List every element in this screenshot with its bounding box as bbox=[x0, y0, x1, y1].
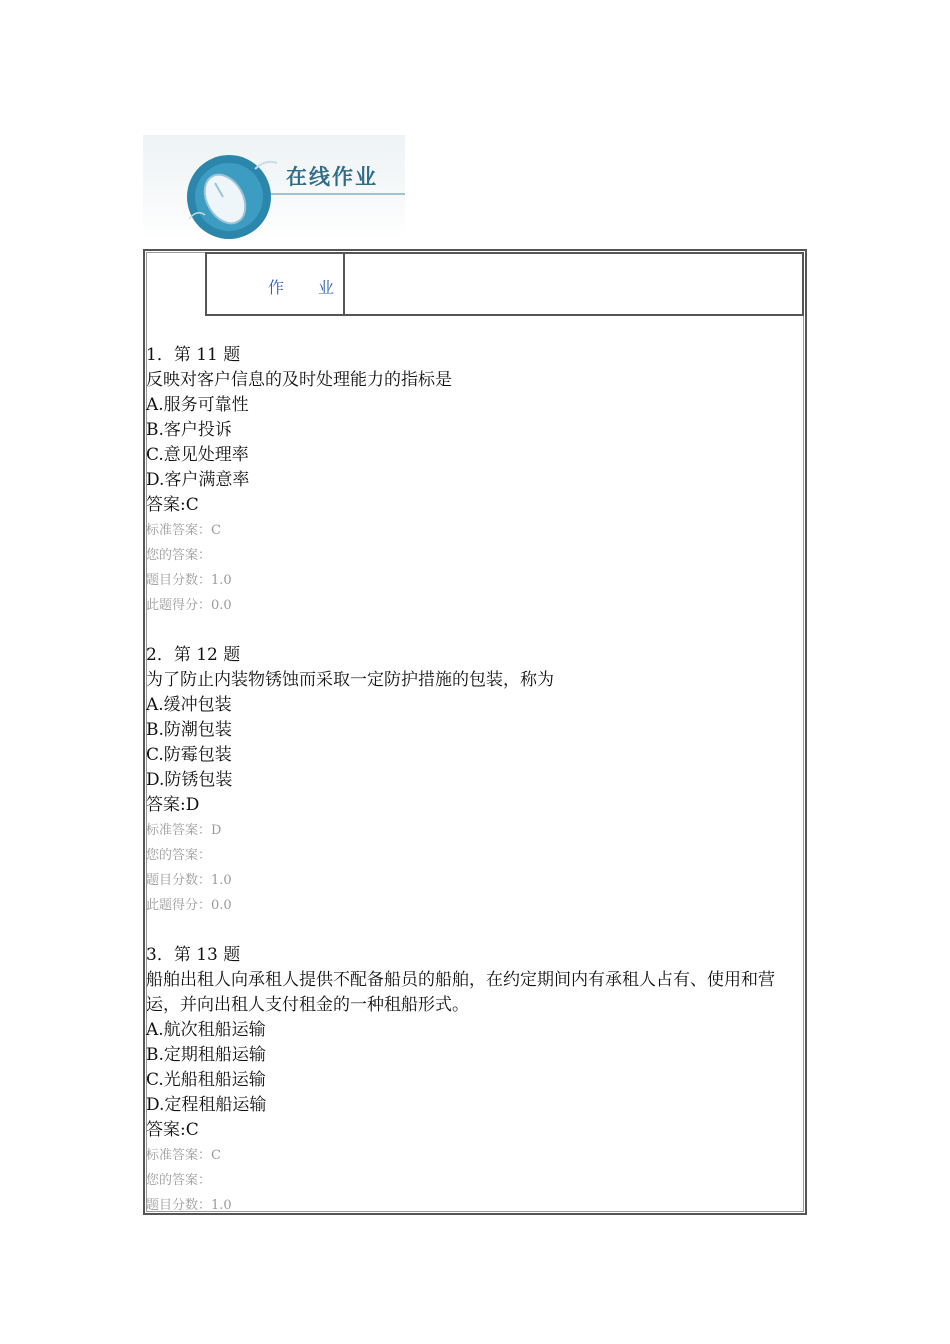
header-divider bbox=[343, 254, 345, 314]
answer-line: 答案:D bbox=[146, 795, 200, 815]
option-a: A.服务可靠性 bbox=[146, 395, 249, 415]
option-b: B.防潮包装 bbox=[146, 720, 232, 740]
question-item bbox=[146, 643, 802, 918]
option-c: C.防霉包装 bbox=[146, 745, 232, 765]
question-item bbox=[146, 343, 802, 618]
question-text: 反映对客户信息的及时处理能力的指标是 bbox=[146, 370, 452, 390]
question-number: 2．第 12 题 bbox=[146, 645, 241, 665]
homework-header-label bbox=[268, 275, 334, 298]
question-points: 题目分数：1.0 bbox=[146, 1198, 232, 1213]
option-d: D.防锈包装 bbox=[146, 770, 233, 790]
option-d: D.客户满意率 bbox=[146, 470, 250, 490]
answer-line: 答案:C bbox=[146, 1120, 199, 1140]
option-a: A.航次租船运输 bbox=[146, 1020, 266, 1040]
standard-answer: 标准答案：D bbox=[146, 823, 222, 838]
question-number: 3．第 13 题 bbox=[146, 945, 241, 965]
question-score: 此题得分：0.0 bbox=[146, 898, 232, 913]
your-answer: 您的答案： bbox=[146, 548, 212, 563]
banner-divider bbox=[263, 193, 405, 195]
online-homework-banner bbox=[143, 135, 405, 240]
your-answer: 您的答案： bbox=[146, 1173, 212, 1188]
option-a: A.缓冲包装 bbox=[146, 695, 232, 715]
banner-title: 在线作业 bbox=[286, 165, 378, 189]
question-points: 题目分数：1.0 bbox=[146, 573, 232, 588]
question-text: 船舶出租人向承租人提供不配备船员的船舶，在约定期间内有承租人占有、使用和营运，并向出租人支付租金的一种租船形式。 bbox=[146, 970, 775, 1015]
option-d: D.定程租船运输 bbox=[146, 1095, 267, 1115]
computer-mouse-icon bbox=[185, 149, 281, 239]
question-text: 为了防止内装物锈蚀而采取一定防护措施的包装，称为 bbox=[146, 670, 554, 690]
question-points: 题目分数：1.0 bbox=[146, 873, 232, 888]
header-label-char-1: 作 bbox=[268, 278, 285, 297]
header-label-char-2: 业 bbox=[318, 278, 335, 297]
question-list bbox=[146, 343, 802, 1218]
option-b: B.客户投诉 bbox=[146, 420, 232, 440]
standard-answer: 标准答案：C bbox=[146, 1148, 221, 1163]
option-b: B.定期租船运输 bbox=[146, 1045, 266, 1065]
question-spacer bbox=[146, 918, 802, 943]
answer-line: 答案:C bbox=[146, 495, 199, 515]
question-number: 1．第 11 题 bbox=[146, 345, 241, 365]
question-score: 此题得分：0.0 bbox=[146, 598, 232, 613]
option-c: C.光船租船运输 bbox=[146, 1070, 266, 1090]
option-c: C.意见处理率 bbox=[146, 445, 249, 465]
your-answer: 您的答案： bbox=[146, 848, 212, 863]
question-item bbox=[146, 943, 802, 1218]
question-spacer bbox=[146, 618, 802, 643]
standard-answer: 标准答案：C bbox=[146, 523, 221, 538]
